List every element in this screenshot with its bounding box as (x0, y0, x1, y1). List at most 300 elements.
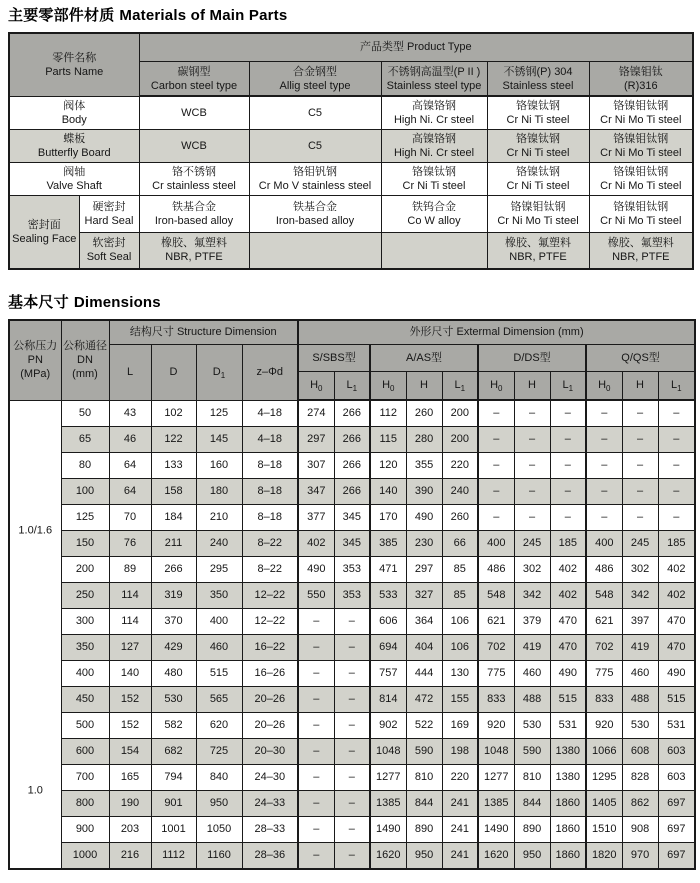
type-en: Carbon steel type (150, 79, 238, 92)
dimensions-table (8, 319, 696, 870)
header-subcol-h (514, 372, 550, 401)
dn-cell: 600 (61, 739, 109, 765)
cell-zh: 橡胶、氟塑料 (505, 237, 572, 250)
dimension-value-cell: 400 (586, 531, 622, 557)
dimension-value-cell: 390 (406, 479, 442, 505)
dimension-value-cell: – (298, 635, 334, 661)
dimension-value-cell: 185 (550, 531, 586, 557)
dimension-value-cell: 170 (370, 505, 406, 531)
dimension-value-cell: 64 (109, 479, 151, 505)
dimension-value-cell: 145 (196, 427, 242, 453)
header-parts-name-zh: 零件名称 (52, 51, 97, 64)
dn-cell: 1000 (61, 843, 109, 870)
dimension-value-cell: 302 (514, 557, 550, 583)
row-label-sealing-face (9, 195, 79, 269)
dimension-value-cell: 902 (370, 713, 406, 739)
dimension-value-cell: 608 (622, 739, 658, 765)
dimension-value-cell: – (550, 400, 586, 427)
header-col-z-phi-d (242, 345, 298, 401)
dimensions-section (8, 291, 694, 870)
dimension-value-cell: 347 (298, 479, 334, 505)
dimension-value-cell: 203 (109, 817, 151, 843)
dimension-value-cell: – (334, 817, 370, 843)
dimension-value-cell: 490 (298, 557, 334, 583)
cell-zh: 铬镍钼钛钢 (613, 200, 669, 213)
dimension-value-cell: 402 (298, 531, 334, 557)
dimension-value-cell: 102 (151, 400, 196, 427)
dn-cell: 500 (61, 713, 109, 739)
dimension-value-cell: 901 (151, 791, 196, 817)
dimension-value-cell: 114 (109, 583, 151, 609)
dimension-value-cell: 1510 (586, 817, 622, 843)
dimension-value-cell: 220 (442, 453, 478, 479)
row-label-en: Valve Shaft (46, 179, 102, 192)
col-subscript: 0 (606, 384, 611, 394)
dn-cell: 300 (61, 609, 109, 635)
dn-cell: 250 (61, 583, 109, 609)
dimension-value-cell: – (586, 427, 622, 453)
dimensions-table-header (9, 320, 695, 400)
cell-zh: 铬钼钒钢 (293, 165, 338, 178)
cell-en: Cr Ni Ti steel (506, 146, 570, 159)
dimension-value-cell: 241 (442, 817, 478, 843)
header-product-type (139, 33, 693, 62)
row-label-zh: 软密封 (92, 237, 126, 250)
dimension-value-cell: – (298, 609, 334, 635)
cell-en: Cr Ni Mo Ti steel (600, 113, 682, 126)
dimension-value-cell: 515 (658, 687, 695, 713)
dimension-value-cell: 8–18 (242, 453, 298, 479)
col-symbol: H (598, 379, 607, 391)
materials-cell (139, 232, 249, 269)
dimension-value-cell: – (658, 427, 695, 453)
dimension-value-cell: 970 (622, 843, 658, 870)
dimension-value-cell: – (478, 505, 514, 531)
dimension-value-cell: – (478, 427, 514, 453)
dimension-value-cell: 775 (586, 661, 622, 687)
dimension-value-cell: – (658, 453, 695, 479)
dimension-value-cell: 66 (442, 531, 478, 557)
dimension-row (9, 739, 695, 765)
cell-zh: 铬镍钛钢 (516, 132, 561, 145)
dimension-value-cell: 697 (658, 817, 695, 843)
dimension-value-cell: 590 (514, 739, 550, 765)
col-subscript: 1 (677, 384, 682, 394)
materials-cell (249, 195, 381, 232)
dimension-value-cell: – (298, 791, 334, 817)
materials-cell (487, 129, 589, 162)
row-label-zh: 阀体 (63, 99, 86, 112)
col-symbol: L (126, 365, 134, 378)
dimension-value-cell: – (514, 505, 550, 531)
col-symbol: H (528, 379, 536, 391)
dimension-value-cell: 260 (406, 400, 442, 427)
cell-en: Cr Mo V stainless steel (258, 179, 372, 192)
dimension-value-cell: 240 (196, 531, 242, 557)
dimension-value-cell: 775 (478, 661, 514, 687)
dn-cell: 50 (61, 400, 109, 427)
dimension-value-cell: – (298, 739, 334, 765)
dimension-value-cell: 582 (151, 713, 196, 739)
cell-en: High Ni. Cr steel (393, 113, 475, 126)
header-col-d (151, 345, 196, 401)
dimension-value-cell: – (658, 505, 695, 531)
header-parts-name-en: Parts Name (45, 65, 104, 78)
dimension-value-cell: 280 (406, 427, 442, 453)
cell-en: NBR, PTFE (509, 251, 567, 264)
materials-cell (381, 232, 487, 269)
row-label-body (9, 96, 139, 129)
dimension-value-cell: 530 (514, 713, 550, 739)
dimension-value-cell: 1112 (151, 843, 196, 870)
dimension-value-cell: 24–30 (242, 765, 298, 791)
dimension-value-cell: 350 (196, 583, 242, 609)
header-pn-zh: 公称压力 (13, 340, 58, 353)
dimension-value-cell: 180 (196, 479, 242, 505)
materials-title-en: Materials of Main Parts (119, 7, 288, 24)
col-symbol: L (562, 379, 569, 391)
dimension-value-cell: 550 (298, 583, 334, 609)
dimension-value-cell: 400 (196, 609, 242, 635)
dimension-value-cell: 70 (109, 505, 151, 531)
materials-row-valve-shaft (9, 162, 693, 195)
dimension-value-cell: 353 (334, 557, 370, 583)
materials-cell (381, 96, 487, 129)
dimension-value-cell: 85 (442, 557, 478, 583)
dimension-value-cell: 345 (334, 505, 370, 531)
header-subcol-h0 (298, 372, 334, 401)
dimension-value-cell: – (334, 791, 370, 817)
cell-zh: 高镍铬钢 (412, 132, 457, 145)
dimension-value-cell: 444 (406, 661, 442, 687)
dimension-row (9, 843, 695, 870)
dn-cell: 900 (61, 817, 109, 843)
dimension-value-cell: 1820 (586, 843, 622, 870)
dimension-value-cell: 327 (406, 583, 442, 609)
cell-en: NBR, PTFE (165, 251, 223, 264)
dimension-value-cell: 429 (151, 635, 196, 661)
dimension-value-cell: 950 (514, 843, 550, 870)
cell-zh: 铬镍钼钛钢 (510, 200, 566, 213)
dimension-value-cell: 154 (109, 739, 151, 765)
dimension-value-cell: 190 (109, 791, 151, 817)
dimension-value-cell: – (334, 713, 370, 739)
dimension-value-cell: – (622, 427, 658, 453)
dimension-value-cell: 460 (196, 635, 242, 661)
dimension-value-cell: 184 (151, 505, 196, 531)
materials-cell (249, 96, 381, 129)
row-label-soft-seal (79, 232, 139, 269)
header-dn-zh: 公称通径 (63, 340, 107, 353)
dimension-value-cell: 8–18 (242, 479, 298, 505)
dimension-value-cell: – (334, 609, 370, 635)
dimension-value-cell: 515 (196, 661, 242, 687)
dimension-value-cell: 28–36 (242, 843, 298, 870)
dn-cell: 125 (61, 505, 109, 531)
dimension-value-cell: 198 (442, 739, 478, 765)
dimension-row (9, 453, 695, 479)
header-type-carbon-steel (139, 62, 249, 97)
materials-cell (589, 232, 693, 269)
dimension-value-cell: 833 (586, 687, 622, 713)
dimension-value-cell: 810 (406, 765, 442, 791)
dimension-value-cell: 725 (196, 739, 242, 765)
dimension-value-cell: – (586, 479, 622, 505)
dimension-value-cell: 345 (334, 531, 370, 557)
dn-cell: 65 (61, 427, 109, 453)
materials-title (8, 4, 692, 25)
dimension-value-cell: 64 (109, 453, 151, 479)
materials-cell (589, 129, 693, 162)
type-zh: 铬镍钼钛 (618, 65, 663, 78)
dimension-row (9, 583, 695, 609)
dimension-value-cell: 844 (514, 791, 550, 817)
dimension-value-cell: 515 (550, 687, 586, 713)
dimension-value-cell: 152 (109, 687, 151, 713)
dimension-value-cell: 245 (514, 531, 550, 557)
cell-en: NBR, PTFE (612, 251, 670, 264)
cell-en: Cr stainless steel (152, 179, 236, 192)
cell-en: Cr Ni Mo Ti steel (600, 214, 682, 227)
dimension-row (9, 713, 695, 739)
dimension-value-cell: 833 (478, 687, 514, 713)
dimension-value-cell: 342 (514, 583, 550, 609)
dimension-value-cell: – (298, 687, 334, 713)
dimension-value-cell: – (298, 817, 334, 843)
dimension-value-cell: – (514, 427, 550, 453)
header-subcol-h0 (586, 372, 622, 401)
dimension-value-cell: 4–18 (242, 400, 298, 427)
header-product-type-zh: 产品类型 (359, 41, 404, 53)
header-group-q-qs: Q/QS型 (586, 345, 695, 372)
row-label-en: Soft Seal (86, 251, 132, 264)
cell-zh: 铬镍钛钢 (412, 165, 457, 178)
dimension-value-cell: 490 (550, 661, 586, 687)
dimension-value-cell: 370 (151, 609, 196, 635)
dimension-value-cell: 419 (514, 635, 550, 661)
dimension-value-cell: 1001 (151, 817, 196, 843)
row-label-en: Butterfly Board (37, 146, 111, 159)
dimension-value-cell: 241 (442, 791, 478, 817)
dn-cell: 400 (61, 661, 109, 687)
dimension-value-cell: – (298, 843, 334, 870)
dimension-value-cell: 1048 (370, 739, 406, 765)
row-label-zh: 硬密封 (92, 200, 126, 213)
dimension-value-cell: 130 (442, 661, 478, 687)
materials-row-body (9, 96, 693, 129)
dn-cell: 450 (61, 687, 109, 713)
dimension-value-cell: 590 (406, 739, 442, 765)
dimensions-title-en: Dimensions (73, 294, 161, 311)
cell-zh: 铬不锈钢 (172, 165, 217, 178)
header-structure-dimension: 结构尺寸 Structure Dimension (109, 320, 298, 345)
dimension-value-cell: 606 (370, 609, 406, 635)
dimension-value-cell: 1385 (478, 791, 514, 817)
dimension-value-cell: 1050 (196, 817, 242, 843)
dimension-value-cell: – (622, 453, 658, 479)
dimension-value-cell: 697 (658, 791, 695, 817)
type-en: Allig steel type (279, 79, 351, 92)
row-label-en: Hard Seal (84, 214, 134, 227)
dimension-value-cell: 702 (478, 635, 514, 661)
header-group-d-ds: D/DS型 (478, 345, 586, 372)
dimension-value-cell: 1380 (550, 739, 586, 765)
type-zh: 不锈钢高温型(P II ) (387, 65, 481, 78)
dimension-value-cell: 169 (442, 713, 478, 739)
dimension-row (9, 635, 695, 661)
dimension-value-cell: 46 (109, 427, 151, 453)
dimension-value-cell: 814 (370, 687, 406, 713)
dimension-value-cell: 125 (196, 400, 242, 427)
dimension-value-cell: 1385 (370, 791, 406, 817)
cell-zh: 铬镍钛钢 (516, 99, 561, 112)
dimension-value-cell: – (334, 661, 370, 687)
dimension-value-cell: 114 (109, 609, 151, 635)
dimension-value-cell: 844 (406, 791, 442, 817)
dn-cell: 100 (61, 479, 109, 505)
dimension-value-cell: 402 (658, 557, 695, 583)
type-zh: 合金钢型 (293, 65, 338, 78)
dimension-value-cell: – (622, 479, 658, 505)
cell-en: Iron-based alloy (154, 214, 234, 227)
dimension-value-cell: – (622, 505, 658, 531)
cell-zh: 铁基合金 (293, 200, 338, 213)
dimension-value-cell: 533 (370, 583, 406, 609)
dimension-value-cell: 152 (109, 713, 151, 739)
dimension-value-cell: 1277 (478, 765, 514, 791)
dimension-value-cell: 240 (442, 479, 478, 505)
materials-cell (487, 162, 589, 195)
header-dn-symbol: DN (77, 354, 93, 367)
row-label-en: Body (61, 113, 87, 126)
dimension-value-cell: 950 (406, 843, 442, 870)
header-subcol-l1 (442, 372, 478, 401)
col-symbol: L (454, 379, 461, 391)
col-symbol: H (310, 379, 319, 391)
dimension-value-cell: 621 (586, 609, 622, 635)
materials-cell (139, 162, 249, 195)
dimension-value-cell: 24–33 (242, 791, 298, 817)
dimension-value-cell: 697 (658, 843, 695, 870)
header-dn (61, 320, 109, 400)
header-pn-symbol: PN (27, 354, 43, 367)
dimension-row (9, 609, 695, 635)
header-subcol-l1 (334, 372, 370, 401)
dimension-value-cell: 297 (298, 427, 334, 453)
dimensions-title (8, 291, 694, 312)
materials-cell (589, 195, 693, 232)
dimension-value-cell: 548 (478, 583, 514, 609)
row-label-butterfly-board (9, 129, 139, 162)
dimension-value-cell: 230 (406, 531, 442, 557)
col-subscript: 1 (568, 384, 574, 394)
dimension-value-cell: 1066 (586, 739, 622, 765)
header-type-r316 (589, 62, 693, 97)
col-symbol: H (382, 379, 391, 391)
dimension-value-cell: 472 (406, 687, 442, 713)
dimension-value-cell: – (658, 400, 695, 427)
dimension-value-cell: 1277 (370, 765, 406, 791)
dimension-value-cell: – (550, 453, 586, 479)
cell-en: Cr Ni Mo Ti steel (600, 146, 682, 159)
cell-zh: C5 (307, 106, 323, 119)
dimension-value-cell: 364 (406, 609, 442, 635)
cell-zh: 铬镍钛钢 (516, 165, 561, 178)
dimension-value-cell: 486 (586, 557, 622, 583)
dimension-value-cell: 531 (550, 713, 586, 739)
header-type-stainless-304 (487, 62, 589, 97)
dimension-value-cell: 522 (406, 713, 442, 739)
col-symbol: z–Φd (256, 365, 284, 378)
dimension-value-cell: – (334, 739, 370, 765)
dimension-value-cell: 810 (514, 765, 550, 791)
dimension-value-cell: 216 (109, 843, 151, 870)
header-group-a-as: A/AS型 (370, 345, 478, 372)
dimension-value-cell: 1295 (586, 765, 622, 791)
dimension-value-cell: 260 (442, 505, 478, 531)
cell-zh: WCB (181, 139, 207, 152)
dimension-value-cell: – (334, 635, 370, 661)
dimension-value-cell: 353 (334, 583, 370, 609)
materials-cell (381, 195, 487, 232)
type-en: Stainless steel (502, 79, 574, 92)
col-subscript: 1 (352, 384, 358, 394)
header-type-stainless-high-temp (381, 62, 487, 97)
dimension-value-cell: 140 (370, 479, 406, 505)
dimension-value-cell: 319 (151, 583, 196, 609)
row-label-hard-seal (79, 195, 139, 232)
dimension-value-cell: 342 (622, 583, 658, 609)
dimension-value-cell: 355 (406, 453, 442, 479)
cell-en: Cr Ni Ti steel (506, 179, 570, 192)
dimension-value-cell: 1860 (550, 817, 586, 843)
dimension-value-cell: 621 (478, 609, 514, 635)
dimension-value-cell: 397 (622, 609, 658, 635)
dimension-row (9, 479, 695, 505)
dimension-value-cell: 160 (196, 453, 242, 479)
dimension-value-cell: – (478, 400, 514, 427)
dimension-value-cell: 470 (658, 609, 695, 635)
dimension-value-cell: 12–22 (242, 583, 298, 609)
materials-cell (381, 129, 487, 162)
dimension-value-cell: 8–22 (242, 531, 298, 557)
dimension-value-cell: 1860 (550, 843, 586, 870)
header-subcol-l1 (658, 372, 695, 401)
dimension-value-cell: 200 (442, 400, 478, 427)
dimension-value-cell: 620 (196, 713, 242, 739)
dimension-value-cell: 210 (196, 505, 242, 531)
dimension-value-cell: 43 (109, 400, 151, 427)
type-zh: 碳钢型 (177, 65, 211, 78)
dimension-value-cell: 757 (370, 661, 406, 687)
dimension-value-cell: 379 (514, 609, 550, 635)
dimension-value-cell: 1490 (370, 817, 406, 843)
dimension-value-cell: 1380 (550, 765, 586, 791)
dimension-value-cell: – (298, 765, 334, 791)
header-col-d1 (196, 345, 242, 401)
col-symbol: D (212, 365, 221, 378)
dimension-value-cell: 220 (442, 765, 478, 791)
materials-cell (249, 232, 381, 269)
dimension-value-cell: 402 (550, 583, 586, 609)
cell-zh: 铁钨合金 (412, 200, 457, 213)
cell-en: Co W alloy (407, 214, 461, 227)
header-parts-name (9, 33, 139, 96)
materials-cell (139, 129, 249, 162)
cell-en: Cr Ni Ti steel (506, 113, 570, 126)
dimension-value-cell: 488 (622, 687, 658, 713)
dimension-value-cell: – (550, 427, 586, 453)
